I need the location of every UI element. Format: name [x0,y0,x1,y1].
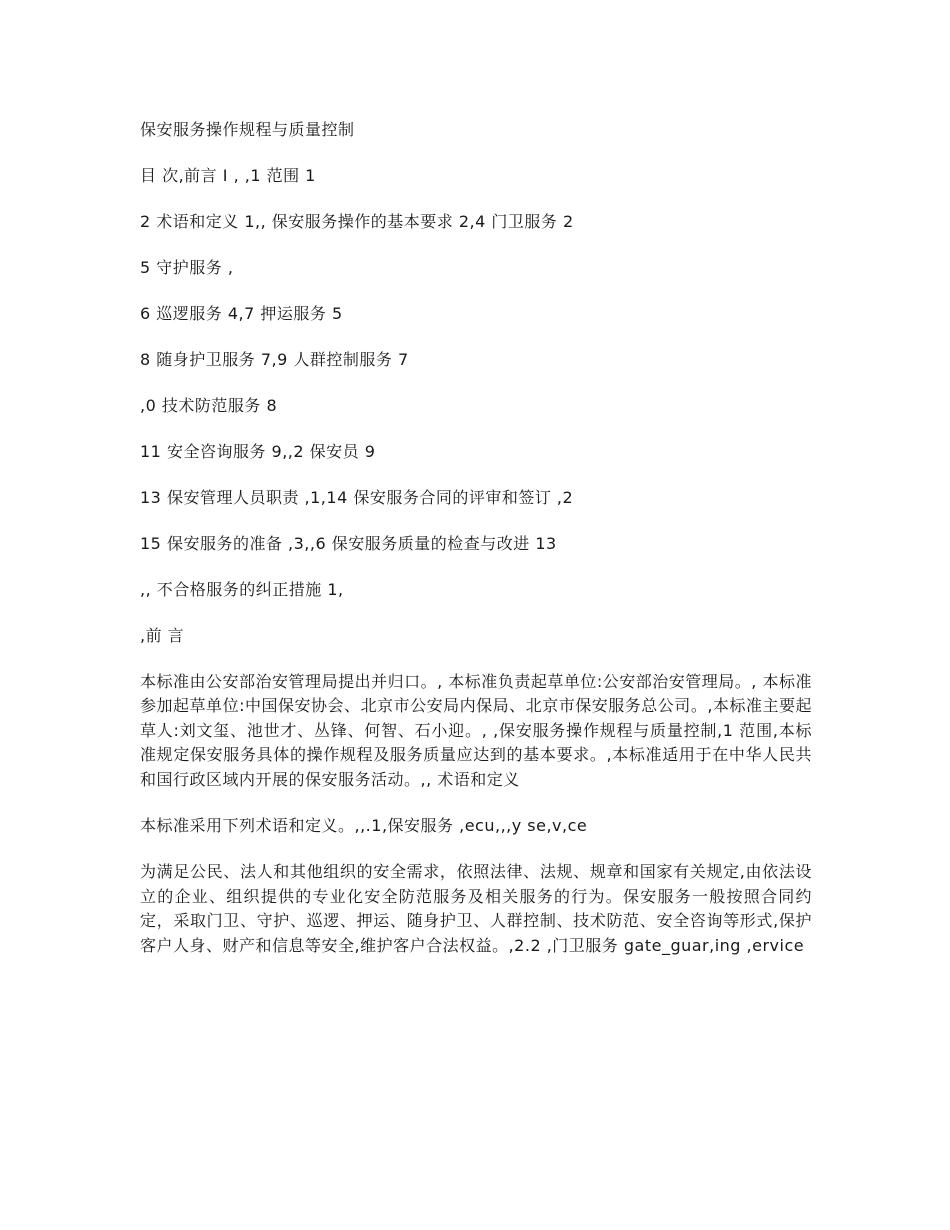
document-title: 保安服务操作规程与质量控制 [140,120,355,139]
toc-line: 15 保安服务的准备 ,3,,6 保安服务质量的检查与改进 13 [140,534,557,553]
toc-line: 6 巡逻服务 4,7 押运服务 5 [140,304,343,323]
toc-line: 5 守护服务 , [140,258,234,277]
toc-line: 13 保安管理人员职责 ,1,14 保安服务合同的评审和签订 ,2 [140,488,574,507]
paragraph: 本标准采用下列术语和定义。,,.1,保安服务 ,ecu,,,y se,v,ce [140,816,588,836]
paragraph: 为满足公民、法人和其他组织的安全需求，依照法律、法规、规章和国家有关规定,由依法设立的企业、组织提供的专业化安全防范服务及相关服务的行为。保安服务一般按照合同约定，采取门卫、守护、巡逻、押运、随身护卫、人群控制、技术防范、安全咨询等形式,保护客户人身、财产和信息等安全,维护客户合法权益。,2.2 ,门卫服务 gate_guar,ing ,ervice [140,862,812,955]
toc-line: 2 术语和定义 1,, 保安服务操作的基本要求 2,4 门卫服务 2 [140,212,574,231]
document-body [140,118,812,980]
preface-heading: ,前 言 [140,626,185,645]
paragraph: 本标准由公安部治安管理局提出并归口。, 本标准负责起草单位:公安部治安管理局。, 本标准参加起草单位:中国保安协会、北京市公安局内保局、北京市保安服务总公司。,本标准主要起草人:刘文玺、池世才、丛锋、何智、石小迎。, ,保安服务操作规程与质量控制,1 范围,本标准规定保安服务具体的操作规程及服务质量应达到的基本要求。,本标准适用于在中华人民共和国行政区域内开展的保安服务活动。,, 术语和定义 [140,672,812,789]
toc-line: 目 次,前言 I , ,1 范围 1 [140,166,316,185]
toc-line: 8 随身护卫服务 7,9 人群控制服务 7 [140,350,409,369]
toc-line: ,0 技术防范服务 8 [140,396,278,415]
toc-line: 11 安全咨询服务 9,,2 保安员 9 [140,442,376,461]
toc-line: ,, 不合格服务的纠正措施 1, [140,580,344,599]
